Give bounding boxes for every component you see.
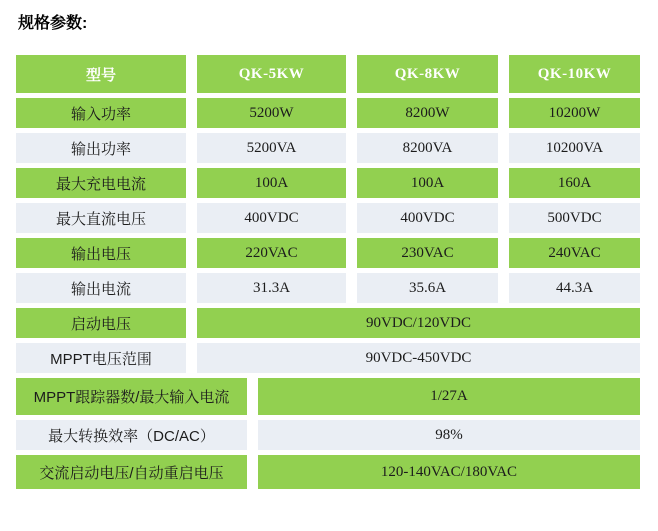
- row-label: MPPT跟踪器数/最大输入电流: [16, 378, 247, 415]
- row-label: 最大转换效率（DC/AC）: [16, 420, 247, 450]
- table-row-output-current: [16, 273, 658, 303]
- table-row-max-charge-current: [16, 168, 658, 198]
- row-value: 5200VA: [197, 133, 346, 163]
- row-value: 500VDC: [509, 203, 640, 233]
- header-cell-qk-5kw: QK-5KW: [197, 55, 346, 93]
- row-value-merged: 90VDC/120VDC: [197, 308, 640, 338]
- row-value: 5200W: [197, 98, 346, 128]
- row-value: 160A: [509, 168, 640, 198]
- row-label: 输入功率: [16, 98, 186, 128]
- row-label: 最大充电电流: [16, 168, 186, 198]
- row-value: 10200VA: [509, 133, 640, 163]
- row-value: 10200W: [509, 98, 640, 128]
- table-row-max-conversion-efficiency: [16, 420, 658, 450]
- table-row-ac-start-restart-voltage: [16, 455, 658, 489]
- row-value: 8200W: [357, 98, 498, 128]
- row-value-merged: 1/27A: [258, 378, 640, 415]
- row-value: 400VDC: [357, 203, 498, 233]
- row-value: 8200VA: [357, 133, 498, 163]
- row-label: 输出功率: [16, 133, 186, 163]
- row-value: 100A: [357, 168, 498, 198]
- row-value: 31.3A: [197, 273, 346, 303]
- row-label: MPPT电压范围: [16, 343, 186, 373]
- header-cell-model: 型号: [16, 55, 186, 93]
- spec-table: [16, 55, 658, 489]
- header-cell-qk-10kw: QK-10KW: [509, 55, 640, 93]
- table-row-max-dc-voltage: [16, 203, 658, 233]
- row-label: 最大直流电压: [16, 203, 186, 233]
- row-value: 220VAC: [197, 238, 346, 268]
- table-row-mppt-voltage-range: [16, 343, 658, 373]
- row-value: 230VAC: [357, 238, 498, 268]
- row-label: 输出电流: [16, 273, 186, 303]
- table-row-startup-voltage: [16, 308, 658, 338]
- header-cell-qk-8kw: QK-8KW: [357, 55, 498, 93]
- table-row-output-power: [16, 133, 658, 163]
- row-value-merged: 98%: [258, 420, 640, 450]
- table-row-mppt-trackers-max-input-current: [16, 378, 658, 415]
- row-value: 240VAC: [509, 238, 640, 268]
- table-row-output-voltage: [16, 238, 658, 268]
- row-value: 35.6A: [357, 273, 498, 303]
- row-label: 交流启动电压/自动重启电压: [16, 455, 247, 489]
- row-value: 400VDC: [197, 203, 346, 233]
- row-label: 启动电压: [16, 308, 186, 338]
- row-value-merged: 90VDC-450VDC: [197, 343, 640, 373]
- page-title: 规格参数:: [18, 15, 88, 32]
- row-value: 44.3A: [509, 273, 640, 303]
- table-header-row: [16, 55, 658, 93]
- row-value-merged: 120-140VAC/180VAC: [258, 455, 640, 489]
- row-value: 100A: [197, 168, 346, 198]
- table-row-input-power: [16, 98, 658, 128]
- row-label: 输出电压: [16, 238, 186, 268]
